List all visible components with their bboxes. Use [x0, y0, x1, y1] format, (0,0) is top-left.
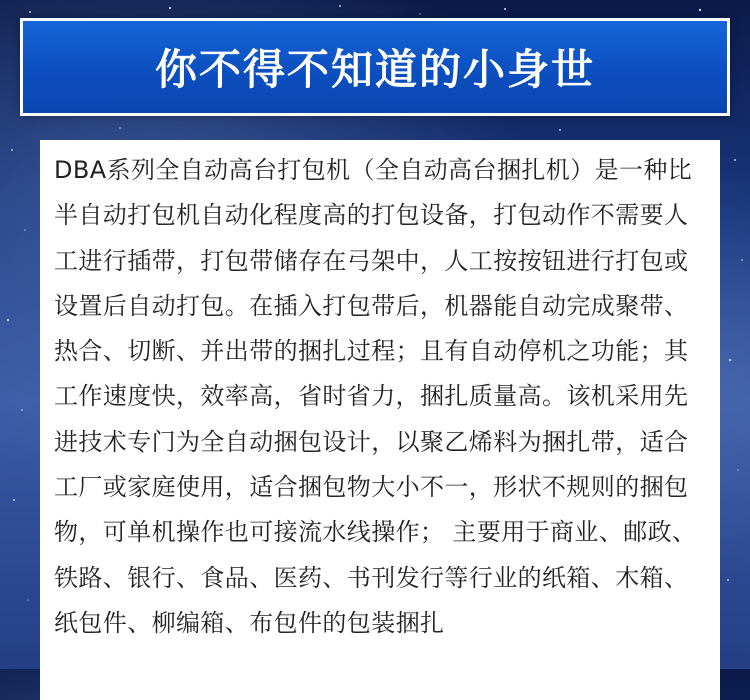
page-title: 你不得不知道的小身世 [154, 45, 595, 94]
title-banner [20, 18, 730, 116]
description-card [40, 140, 720, 700]
description-paragraph: DBA系列全自动高台打包机（全自动高台捆扎机）是一种比半自动打包机自动化程度高的打包设备，打包动作不需要人工进行插带，打包带储存在弓架中，人工按按钮进行打包或设置后自动打包。在插入打包带后，机器能自动完成聚带、热合、切断、并出带的捆扎过程；且有自动停机之功能；其工作速度快，效率高，省时省力，捆扎质量高。该机采用先进技术专门为全自动捆包设计，以聚乙烯料为捆扎带，适合工厂或家庭使用，适合捆包物大小不一，形状不规则的捆包物，可单机操作也可接流水线操作； 主要用于商业、邮政、铁路、银行、食品、医药、书刊发行等行业的纸箱、木箱、纸包件、柳编箱、布包件的包装捆扎 [54, 156, 697, 637]
